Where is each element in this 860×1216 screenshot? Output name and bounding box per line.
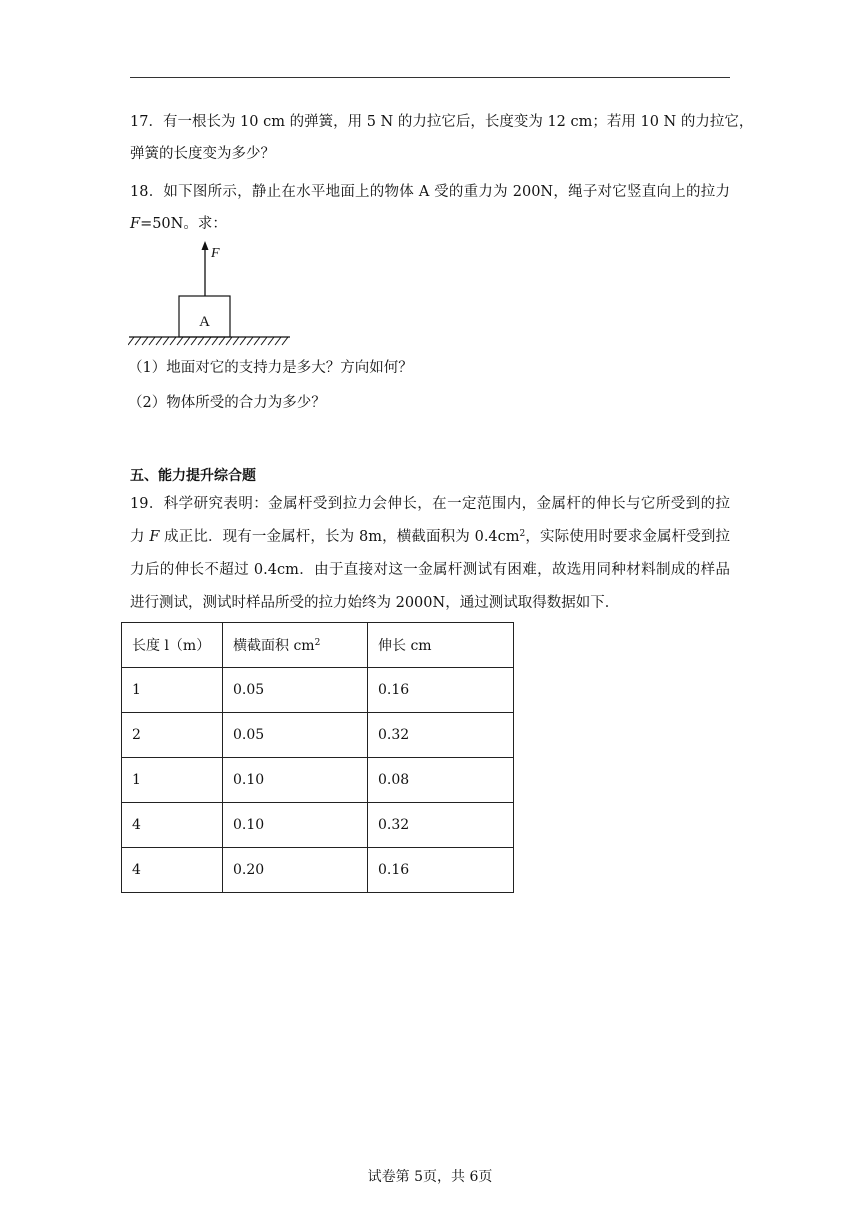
force-arrow-head xyxy=(202,241,209,250)
table-cell: 0.10 xyxy=(223,803,368,848)
force-diagram xyxy=(128,238,298,348)
q18-sub-2: （2）物体所受的合力为多少？ xyxy=(128,395,326,411)
header-area-text: 横截面积 cm xyxy=(233,638,315,654)
table-row xyxy=(122,848,514,893)
q19-force-var: F xyxy=(149,529,160,545)
q18-line-2-rest: =50N。求： xyxy=(140,216,227,232)
section-heading: 五、能力提升综合题 xyxy=(130,468,256,484)
table-cell: 0.16 xyxy=(368,668,514,713)
q19-line-3: 力后的伸长不超过 0.4cm．由于直接对这一金属杆测试有困难，故选用同种材料制成的样品 xyxy=(130,562,730,578)
q17-line-1: 17．有一根长为 10 cm 的弹簧，用 5 N 的力拉它后，长度变为 12 cm；若用 10 N 的力拉它， xyxy=(130,114,754,130)
table-cell: 0.08 xyxy=(368,758,514,803)
q18-line-2 xyxy=(130,214,227,234)
header-area xyxy=(223,623,368,668)
table-cell: 0.20 xyxy=(223,848,368,893)
table-header-row xyxy=(122,623,514,668)
page-footer: 试卷第 5页，共 6页 xyxy=(367,1169,493,1185)
header-length: 长度 l（m） xyxy=(122,623,223,668)
q18-sub-1: （1）地面对它的支持力是多大？方向如何？ xyxy=(128,360,413,376)
table-cell: 0.05 xyxy=(223,713,368,758)
table-row xyxy=(122,713,514,758)
table-row xyxy=(122,668,514,713)
table-cell: 0.16 xyxy=(368,848,514,893)
q18-force-var: F xyxy=(130,216,141,232)
table-cell: 4 xyxy=(122,803,223,848)
header-rule xyxy=(130,77,730,78)
table-cell: 0.32 xyxy=(368,713,514,758)
ground-hatch xyxy=(128,337,288,345)
q18-line-1: 18．如下图所示，静止在水平地面上的物体 A 受的重力为 200N，绳子对它竖直向上的拉力 xyxy=(130,184,730,200)
q19-line-1: 19．科学研究表明：金属杆受到拉力会伸长，在一定范围内，金属杆的伸长与它所受到的拉 xyxy=(130,496,730,512)
q19-line-2-pre: 力 xyxy=(130,529,150,545)
table-cell: 1 xyxy=(122,758,223,803)
table-cell: 0.32 xyxy=(368,803,514,848)
q17-line-2: 弹簧的长度变为多少？ xyxy=(130,146,275,162)
header-area-sup: 2 xyxy=(314,638,321,648)
table-cell: 0.10 xyxy=(223,758,368,803)
q19-area-sup: 2 xyxy=(519,529,526,539)
data-table xyxy=(121,622,514,893)
table-cell: 2 xyxy=(122,713,223,758)
table-row xyxy=(122,758,514,803)
q19-line-4: 进行测试，测试时样品所受的拉力始终为 2000N，通过测试取得数据如下． xyxy=(130,595,620,611)
block-label: A xyxy=(199,314,210,330)
header-extension: 伸长 cm xyxy=(368,623,514,668)
table-cell: 1 xyxy=(122,668,223,713)
table-row xyxy=(122,803,514,848)
q19-line-2-mid: 成正比．现有一金属杆，长为 8m，横截面积为 0.4cm xyxy=(159,529,520,545)
q19-line-2 xyxy=(130,527,730,547)
force-label: F xyxy=(211,246,220,261)
table-cell: 0.05 xyxy=(223,668,368,713)
table-cell: 4 xyxy=(122,848,223,893)
q19-line-2-post: ，实际使用时要求金属杆受到拉 xyxy=(525,529,731,545)
